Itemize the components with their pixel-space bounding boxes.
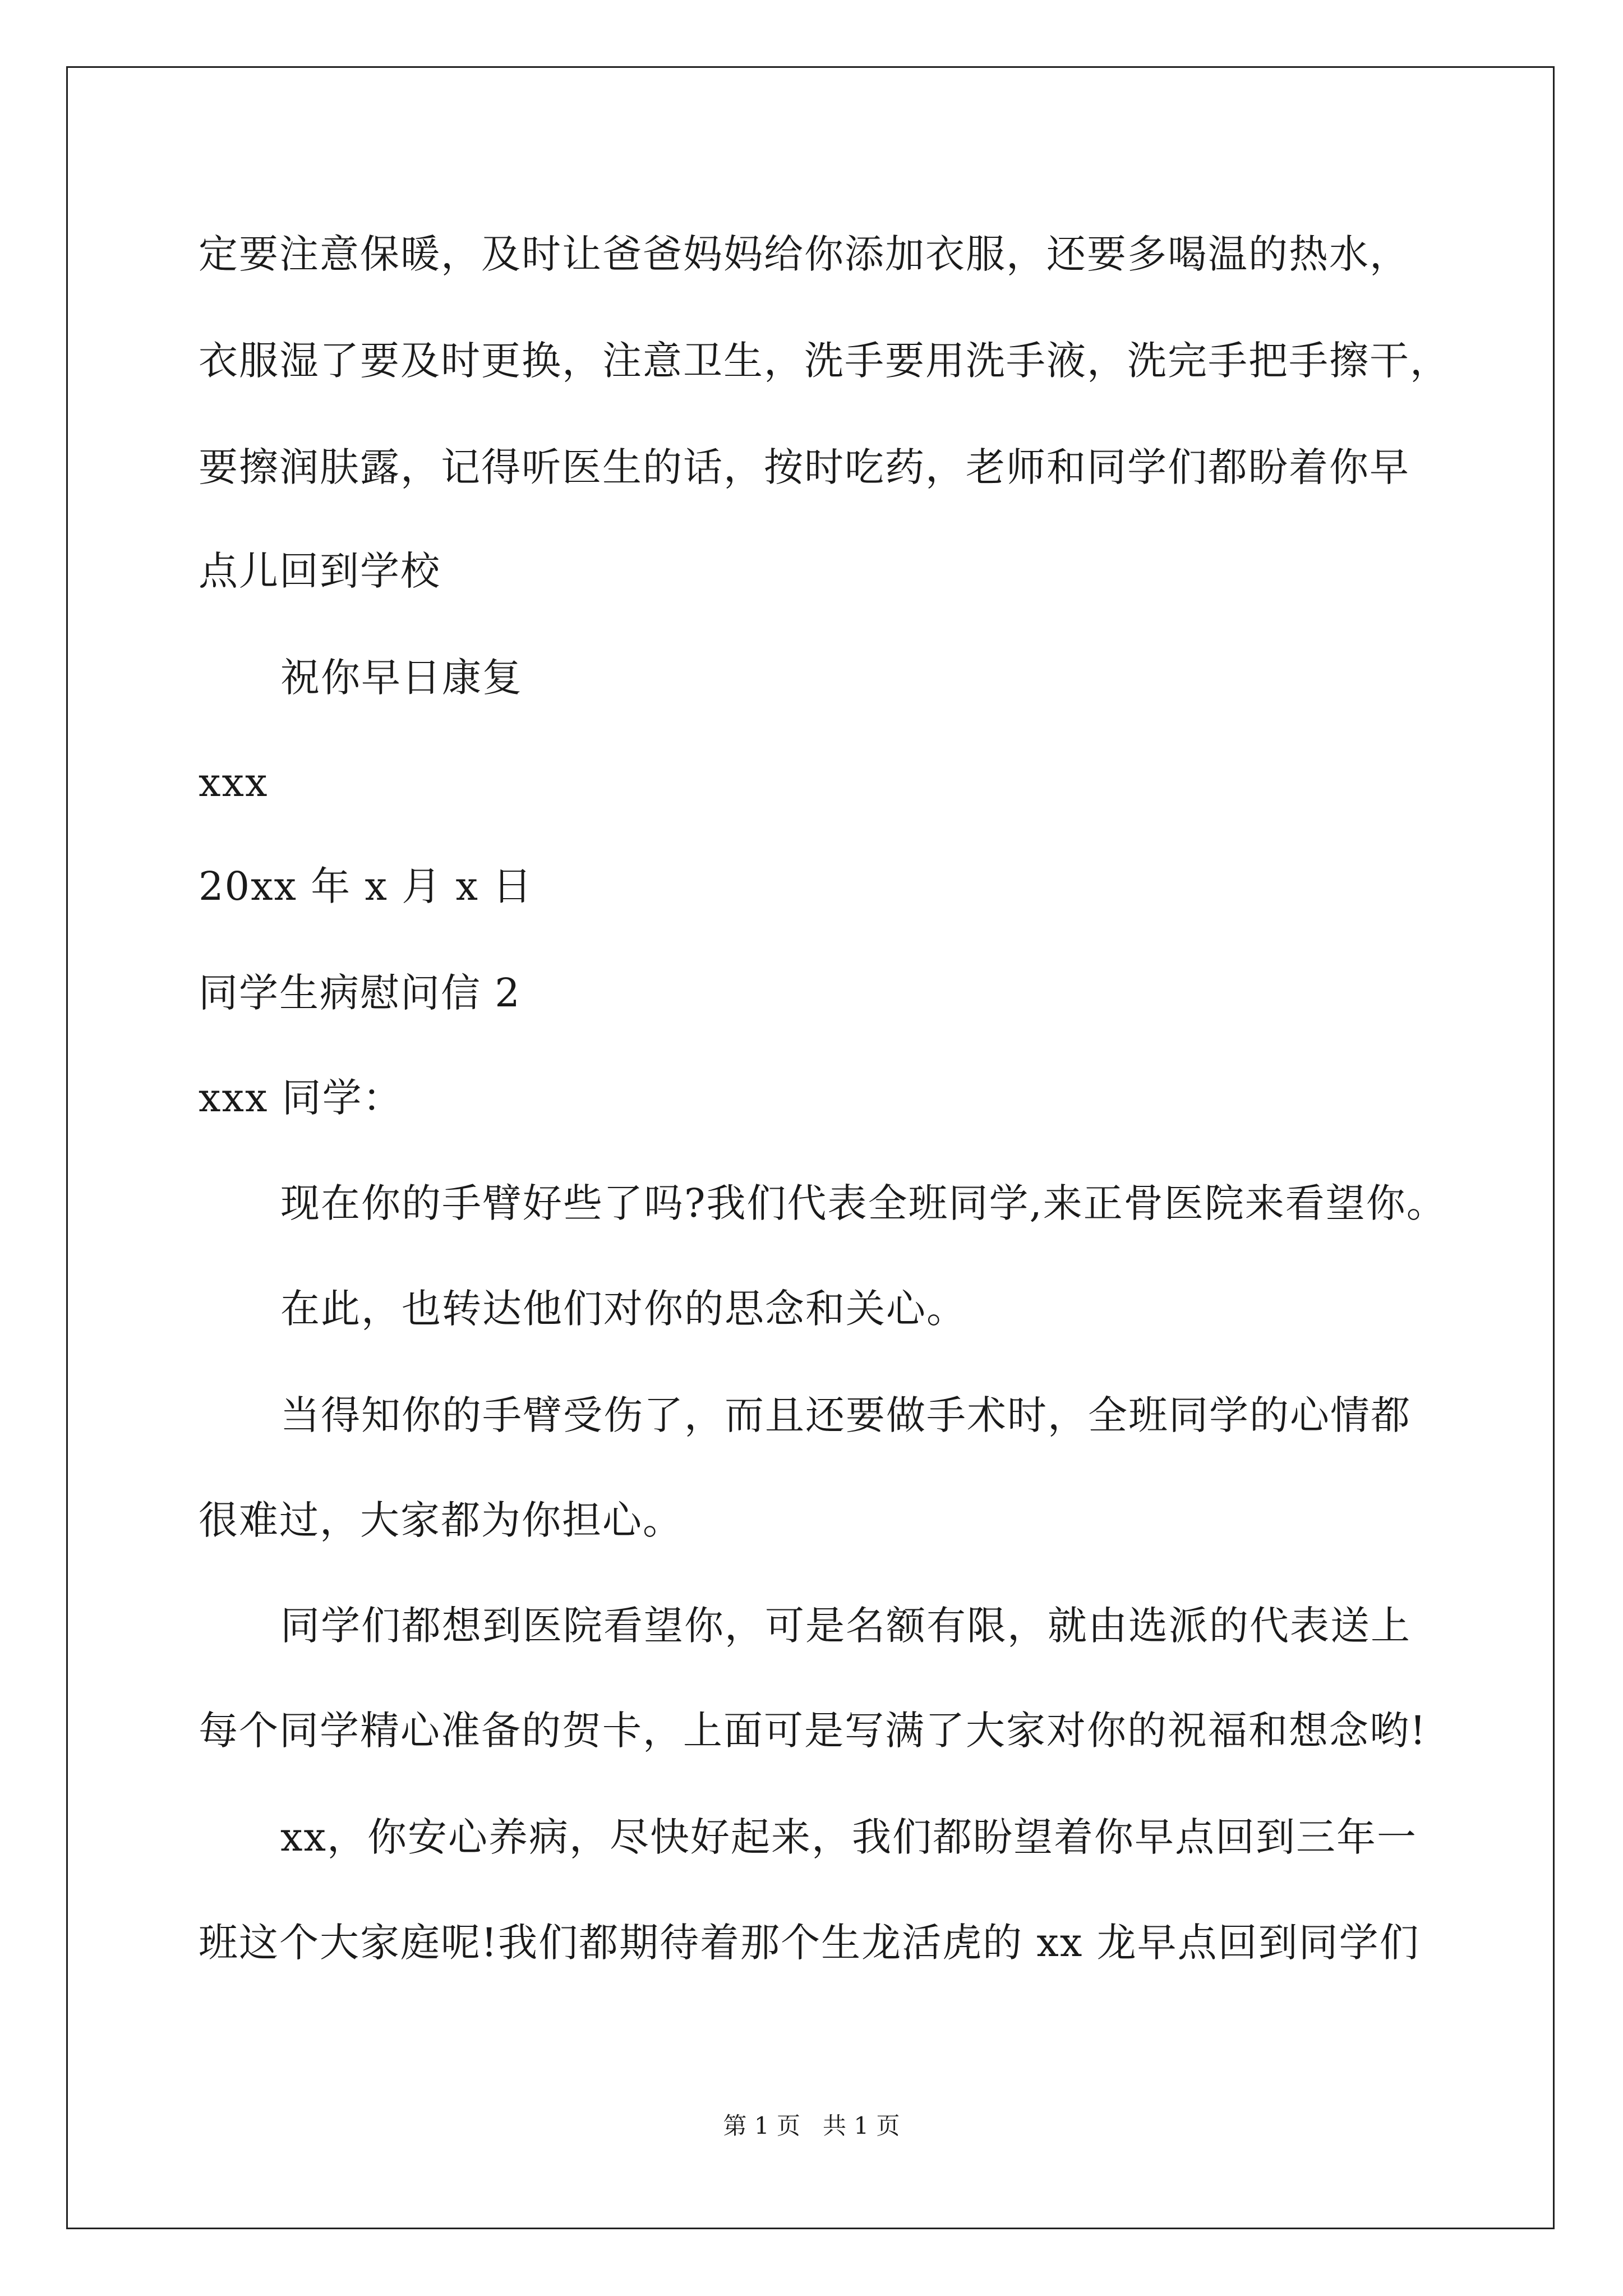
signature-date: 20xx 年 x 月 x 日 — [199, 863, 533, 909]
page-border — [66, 66, 1555, 2229]
body-line: 要擦润肤露，记得听医生的话，按时吃药，老师和同学们都盼着你早 — [199, 444, 1410, 490]
body-line: 定要注意保暖，及时让爸爸妈妈给你添加衣服，还要多喝温的热水， — [199, 231, 1410, 277]
closing-wish: 祝你早日康复 — [280, 655, 523, 701]
body-line: xx，你安心养病，尽快好起来，我们都盼望着你早点回到三年一 — [280, 1814, 1417, 1860]
body-line: 点儿回到学校 — [199, 548, 441, 594]
body-line: 同学们都想到医院看望你，可是名额有限，就由选派的代表送上 — [280, 1603, 1411, 1649]
body-line: 每个同学精心准备的贺卡，上面可是写满了大家对你的祝福和想念哟! — [199, 1708, 1427, 1754]
signature-name: xxx — [199, 760, 269, 806]
body-line: 在此，也转达他们对你的思念和关心。 — [280, 1286, 967, 1332]
body-line: 现在你的手臂好些了吗?我们代表全班同学,来正骨医院来看望你。 — [280, 1180, 1447, 1226]
body-line: 衣服湿了要及时更换，注意卫生，洗手要用洗手液，洗完手把手擦干， — [199, 338, 1450, 384]
section-title: 同学生病慰问信 2 — [199, 970, 521, 1016]
salutation: xxx 同学： — [199, 1075, 403, 1121]
page-footer: 第 1 页 共 1 页 — [723, 2112, 900, 2139]
body-line: 很难过，大家都为你担心。 — [199, 1497, 683, 1543]
body-line: 班这个大家庭呢!我们都期待着那个生龙活虎的 xx 龙早点回到同学们 — [199, 1920, 1420, 1966]
body-line: 当得知你的手臂受伤了，而且还要做手术时，全班同学的心情都 — [280, 1392, 1411, 1438]
